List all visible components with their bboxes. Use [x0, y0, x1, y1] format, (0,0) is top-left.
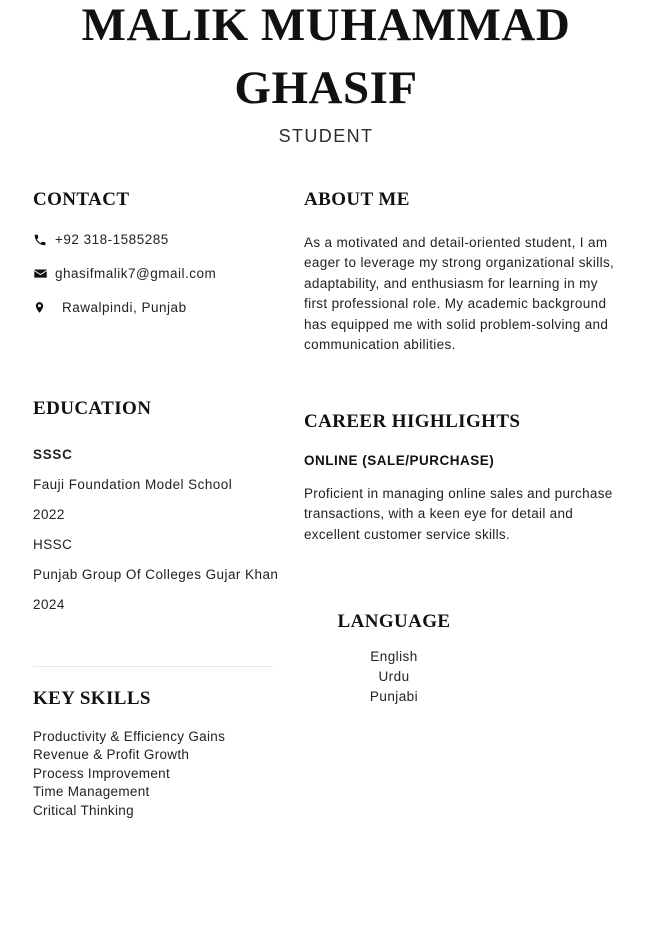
language-item: Urdu: [378, 668, 410, 684]
skill-item: Time Management: [33, 784, 150, 800]
key-skills-section: [33, 689, 288, 820]
email-value: ghasifmalik7@gmail.com: [55, 266, 217, 282]
career-body-text: Proficient in managing online sales and purchase transactions, with a keen eye for detail and excellent customer service skills.: [304, 485, 613, 542]
about-body-text: As a motivated and detail-oriented student, I am eager to leverage my strong organizational skills, adaptability, and enthusiasm for learning in my first professional role. My academic background has equipped me with solid problem-solving and communication abilities.: [304, 234, 615, 353]
job-title: STUDENT: [278, 126, 374, 146]
education-section-title: EDUCATION: [33, 397, 152, 419]
career-role-title: ONLINE (SALE/PURCHASE): [304, 452, 495, 468]
full-name-line-2: GHASIF: [234, 62, 418, 114]
contact-item-phone[interactable]: [33, 231, 288, 249]
key-skills-list: [33, 728, 288, 821]
language-item: English: [370, 648, 418, 664]
career-section-title: CAREER HIGHLIGHTS: [304, 410, 521, 432]
education-year: 2022: [33, 506, 65, 522]
education-degree: HSSC: [33, 536, 73, 552]
full-name-line-1: MALIK MUHAMMAD: [81, 0, 571, 51]
skill-item: Productivity & Efficiency Gains: [33, 728, 226, 744]
contact-item-location[interactable]: [33, 299, 288, 317]
right-column: [304, 190, 622, 545]
education-institution: Fauji Foundation Model School: [33, 476, 233, 492]
language-section: [304, 612, 484, 707]
envelope-icon: [33, 266, 55, 281]
location-value: Rawalpindi, Punjab: [62, 300, 187, 316]
location-pin-icon: [33, 300, 55, 315]
contact-section-title: CONTACT: [33, 189, 130, 210]
education-degree: SSSC: [33, 446, 73, 462]
phone-icon: [33, 233, 55, 247]
contact-list: [33, 231, 288, 317]
skill-item: Revenue & Profit Growth: [33, 747, 190, 763]
phone-value: +92 318-1585285: [55, 232, 169, 248]
resume-header: [0, 0, 652, 147]
key-skills-section-title: KEY SKILLS: [33, 688, 151, 709]
language-item: Punjabi: [369, 688, 419, 704]
left-column: [33, 190, 288, 620]
skill-item: Critical Thinking: [33, 802, 134, 818]
section-divider: [33, 666, 273, 667]
language-list: [304, 647, 484, 707]
education-list: [33, 440, 288, 620]
skill-item: Process Improvement: [33, 765, 170, 781]
education-year: 2024: [33, 596, 65, 612]
about-section-title: ABOUT ME: [304, 189, 410, 210]
language-section-title: LANGUAGE: [337, 611, 451, 632]
education-institution: Punjab Group Of Colleges Gujar Khan: [33, 566, 279, 582]
contact-item-email[interactable]: [33, 265, 288, 283]
